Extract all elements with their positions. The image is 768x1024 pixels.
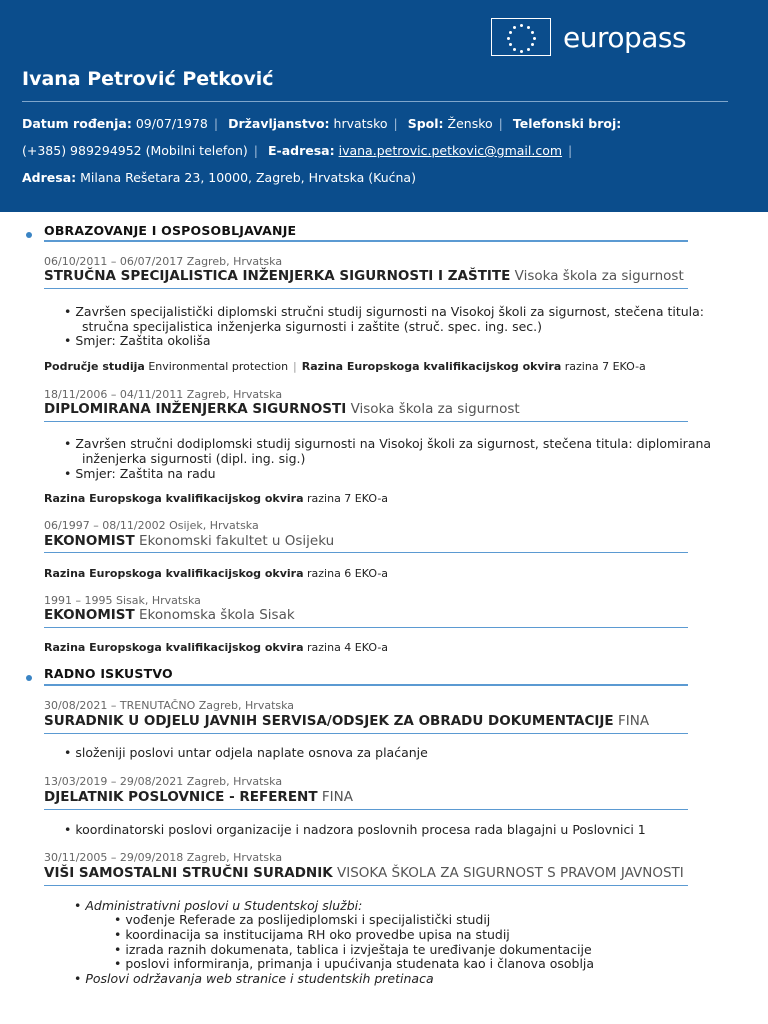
work3-bullet-1: • Administrativni poslovi u Studentskoj službi: bbox=[74, 898, 363, 913]
work2-title: DJELATNIK POSLOVNICE - REFERENT FINA bbox=[44, 789, 353, 805]
entry-underline bbox=[44, 809, 688, 810]
personal-info-line-2: (+385) 989294952 (Mobilni telefon) | E-adresa: ivana.petrovic.petkovic@gmail.com | bbox=[22, 143, 573, 158]
dob-value: 09/07/1978 bbox=[135, 116, 208, 131]
edu2-bullet-1a: • Završen stručni dodiplomski studij sigurnosti na Visokoj školi za sigurnost, stečena titula: diplomirana bbox=[64, 436, 712, 451]
person-name: Ivana Petrović Petković bbox=[22, 68, 274, 90]
header-divider bbox=[22, 101, 728, 102]
edu1-bullet-2: • Smjer: Zaštita okoliša bbox=[64, 333, 211, 348]
edu2-title: DIPLOMIRANA INŽENJERKA SIGURNOSTI Visoka škola za sigurnost bbox=[44, 401, 520, 417]
work1-bullet-1: • složeniji poslovi untar odjela naplate osnova za plaćanje bbox=[64, 745, 428, 760]
phone-label: Telefonski broj: bbox=[512, 116, 622, 131]
cv-header bbox=[0, 0, 768, 212]
edu1-bullet-1b: stručna specijalistica inženjerka sigurnosti i zaštite (struč. spec. ing. sec.) bbox=[82, 319, 543, 334]
work3-sub-bullet-3: • izrada raznih dokumenata, tablica i izvještaja te uređivanje dokumentacije bbox=[114, 942, 592, 957]
work3-sub-bullet-4: • poslovi informiranja, primanja i upućivanja studenata kao i članova osoblja bbox=[114, 956, 595, 971]
dob-label: Datum rođenja: bbox=[22, 116, 132, 131]
nationality-label: Državljanstvo: bbox=[228, 116, 330, 131]
entry-underline bbox=[44, 627, 688, 628]
edu3-meta: Razina Europskoga kvalifikacijskog okvira razina 6 EKO-a bbox=[44, 567, 389, 580]
edu4-meta: Razina Europskoga kvalifikacijskog okvira razina 4 EKO-a bbox=[44, 641, 389, 654]
edu1-date: 06/10/2011 – 06/07/2017 Zagreb, Hrvatska bbox=[44, 255, 283, 268]
work3-bullet-2: • Poslovi održavanja web stranice i studentskih pretinaca bbox=[74, 971, 434, 986]
edu3-title: EKONOMIST Ekonomski fakultet u Osijeku bbox=[44, 533, 335, 549]
work1-date: 30/08/2021 – TRENUTAČNO Zagreb, Hrvatska bbox=[44, 699, 295, 712]
edu1-bullet-1a: • Završen specijalistički diplomski stručni studij sigurnosti na Visokoj školi za sigurnost, stečena titula: bbox=[64, 304, 705, 319]
entry-underline bbox=[44, 733, 688, 734]
work3-sub-bullet-1: • vođenje Referade za poslijediplomski i specijalistički studij bbox=[114, 912, 491, 927]
edu1-meta: Područje studija Environmental protection | Razina Europskoga kvalifikacijskog okvira razina 7 EKO-a bbox=[44, 360, 646, 373]
entry-underline bbox=[44, 421, 688, 422]
eu-flag-icon bbox=[491, 18, 551, 56]
sex-label: Spol: bbox=[407, 116, 444, 131]
section-bullet-icon bbox=[26, 232, 32, 238]
work3-date: 30/11/2005 – 29/09/2018 Zagreb, Hrvatska bbox=[44, 851, 283, 864]
section-bullet-icon bbox=[26, 675, 32, 681]
email-link[interactable]: ivana.petrovic.petkovic@gmail.com bbox=[338, 143, 563, 158]
work2-date: 13/03/2019 – 29/08/2021 Zagreb, Hrvatska bbox=[44, 775, 283, 788]
section-underline bbox=[44, 684, 688, 686]
edu4-title: EKONOMIST Ekonomska škola Sisak bbox=[44, 607, 295, 623]
personal-info-line-3 bbox=[22, 170, 416, 185]
education-section-title: OBRAZOVANJE I OSPOSOBLJAVANJE bbox=[44, 223, 297, 238]
work1-title: SURADNIK U ODJELU JAVNIH SERVISA/ODSJEK ZA OBRADU DOKUMENTACIJE FINA bbox=[44, 713, 650, 729]
edu2-bullet-1b: inženjerka sigurnosti (dipl. ing. sig.) bbox=[82, 451, 306, 466]
entry-underline bbox=[44, 885, 688, 886]
edu2-meta: Razina Europskoga kvalifikacijskog okvira razina 7 EKO-a bbox=[44, 492, 389, 505]
entry-underline bbox=[44, 552, 688, 553]
edu2-bullet-2: • Smjer: Zaštita na radu bbox=[64, 466, 216, 481]
address-value: Milana Rešetara 23, 10000, Zagreb, Hrvatska (Kućna) bbox=[80, 170, 416, 185]
europass-logo[interactable] bbox=[491, 18, 686, 56]
edu1-title: STRUČNA SPECIJALISTICA INŽENJERKA SIGURNOSTI I ZAŠTITE Visoka škola za sigurnost bbox=[44, 268, 684, 284]
edu3-date: 06/1997 – 08/11/2002 Osijek, Hrvatska bbox=[44, 519, 259, 532]
personal-info-line-1: Datum rođenja: 09/07/1978 | Državljanstvo: hrvatsko | Spol: Žensko | Telefonski broj: bbox=[22, 116, 622, 131]
section-underline bbox=[44, 240, 688, 242]
entry-underline bbox=[44, 288, 688, 289]
nationality-value: hrvatsko bbox=[333, 116, 388, 131]
edu2-date: 18/11/2006 – 04/11/2011 Zagreb, Hrvatska bbox=[44, 388, 283, 401]
work3-title: VIŠI SAMOSTALNI STRUČNI SURADNIK VISOKA ŠKOLA ZA SIGURNOST S PRAVOM JAVNOSTI bbox=[44, 865, 684, 881]
work2-bullet-1: • koordinatorski poslovi organizacije i nadzora poslovnih procesa rada blagajni u Poslovnici 1 bbox=[64, 822, 646, 837]
work3-sub-bullet-2: • koordinacija sa institucijama RH oko provedbe upisa na studij bbox=[114, 927, 510, 942]
work-section-title: RADNO ISKUSTVO bbox=[44, 666, 173, 681]
edu4-date: 1991 – 1995 Sisak, Hrvatska bbox=[44, 594, 201, 607]
phone-value: (+385) 989294952 (Mobilni telefon) bbox=[22, 143, 248, 158]
email-label: E-adresa: bbox=[267, 143, 335, 158]
logo-text: europass bbox=[563, 20, 687, 54]
sex-value: Žensko bbox=[447, 116, 493, 131]
address-label: Adresa: bbox=[22, 170, 77, 185]
